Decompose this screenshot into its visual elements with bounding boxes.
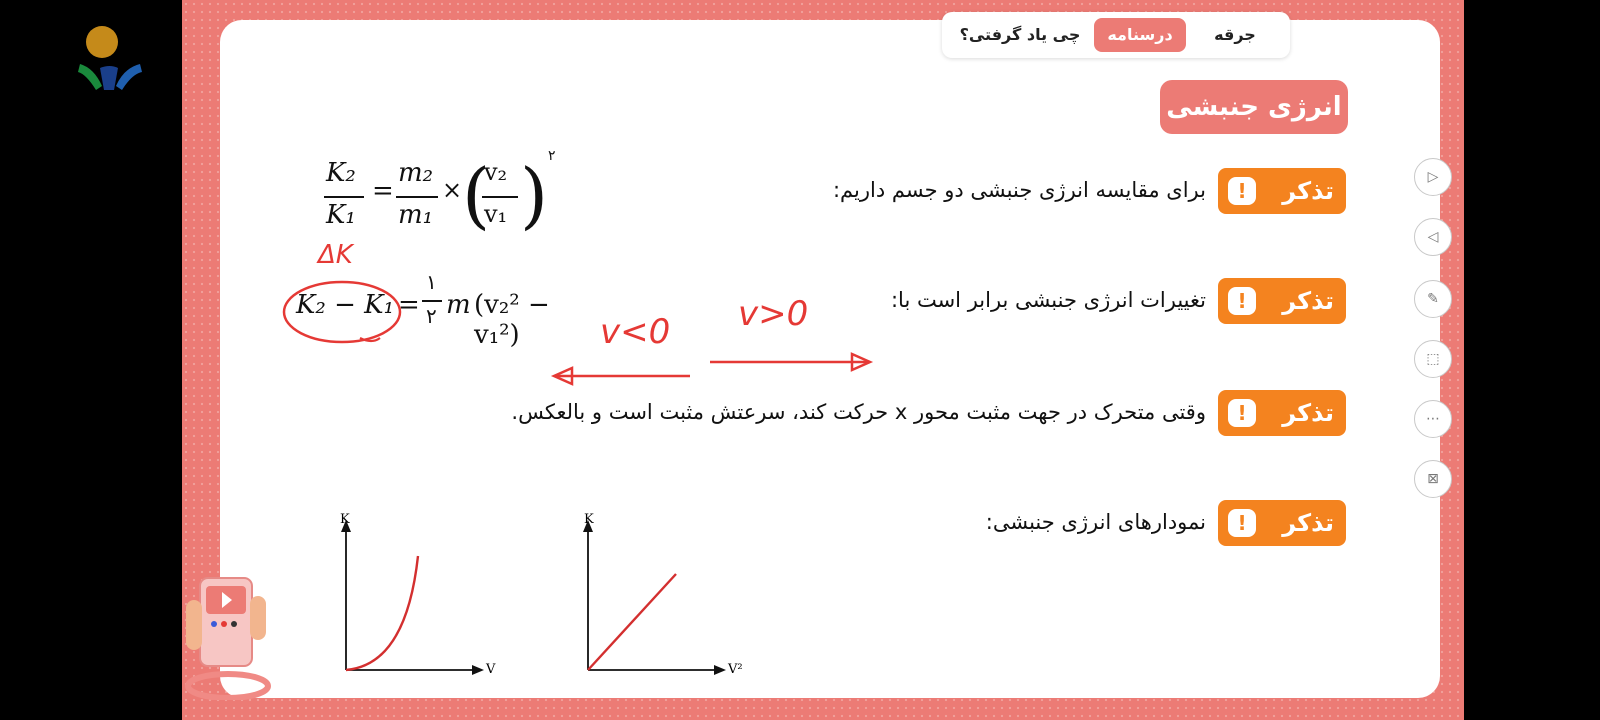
graph-k-vs-v	[330, 510, 510, 690]
note-text: برای مقایسه انرژی جنبشی دو جسم داریم:	[832, 178, 1206, 202]
pen-icon[interactable]: ✎	[1414, 280, 1452, 318]
reminder-badge: تذکر !	[1218, 390, 1346, 436]
graph-y-label: K	[340, 512, 350, 527]
note-text: وقتی متحرک در جهت مثبت محور x حرکت کند، سرعتش مثبت است و بالعکس.	[511, 400, 1206, 424]
reminder-badge: تذکر !	[1218, 500, 1346, 546]
graph-x-label: V²	[728, 662, 743, 677]
mascot-phone-icon	[184, 570, 274, 700]
graph-k-vs-v-squared	[572, 510, 752, 690]
formula-ratio: K₂ K₁ = m₂ m₁ × ( v₂ v₁ ) ٢	[326, 148, 556, 237]
select-icon[interactable]: ⬚	[1414, 340, 1452, 378]
reminder-badge: تذکر !	[1218, 168, 1346, 214]
graph-y-label: K	[584, 512, 594, 527]
note-text: نمودارهای انرژی جنبشی:	[985, 510, 1206, 534]
page-title: انرژی جنبشی	[1160, 80, 1348, 134]
exclamation-icon: !	[1228, 287, 1256, 315]
graph-x-label: V	[486, 662, 496, 677]
lesson-tabs	[942, 12, 1290, 58]
app-logo	[76, 24, 144, 92]
close-screen-icon[interactable]: ⊠	[1414, 460, 1452, 498]
tab-what-did-you-learn[interactable]: چی یاد گرفتی؟	[959, 25, 1081, 44]
annotation-v-negative: v<0	[600, 312, 671, 352]
annotation-delta-k: ΔK	[318, 240, 353, 270]
handwritten-arrows	[550, 350, 880, 390]
formula-delta-k: K₂ − K₁ = ١ ٢ m (v₂² − v₁²)	[296, 270, 550, 350]
tab-lesson[interactable]: درسنامه	[1094, 18, 1186, 52]
exclamation-icon: !	[1228, 509, 1256, 537]
tab-spark[interactable]: جرقه	[1214, 25, 1256, 44]
graph-curve	[346, 556, 418, 670]
graph-line	[588, 574, 676, 670]
next-icon[interactable]: ▷	[1414, 158, 1452, 196]
note-text: تغییرات انرژی جنبشی برابر است با:	[890, 288, 1206, 312]
exclamation-icon: !	[1228, 177, 1256, 205]
exclamation-icon: !	[1228, 399, 1256, 427]
reminder-badge: تذکر !	[1218, 278, 1346, 324]
annotation-v-positive: v>0	[738, 294, 809, 334]
prev-icon[interactable]: ◁	[1414, 218, 1452, 256]
more-icon[interactable]: ⋯	[1414, 400, 1452, 438]
